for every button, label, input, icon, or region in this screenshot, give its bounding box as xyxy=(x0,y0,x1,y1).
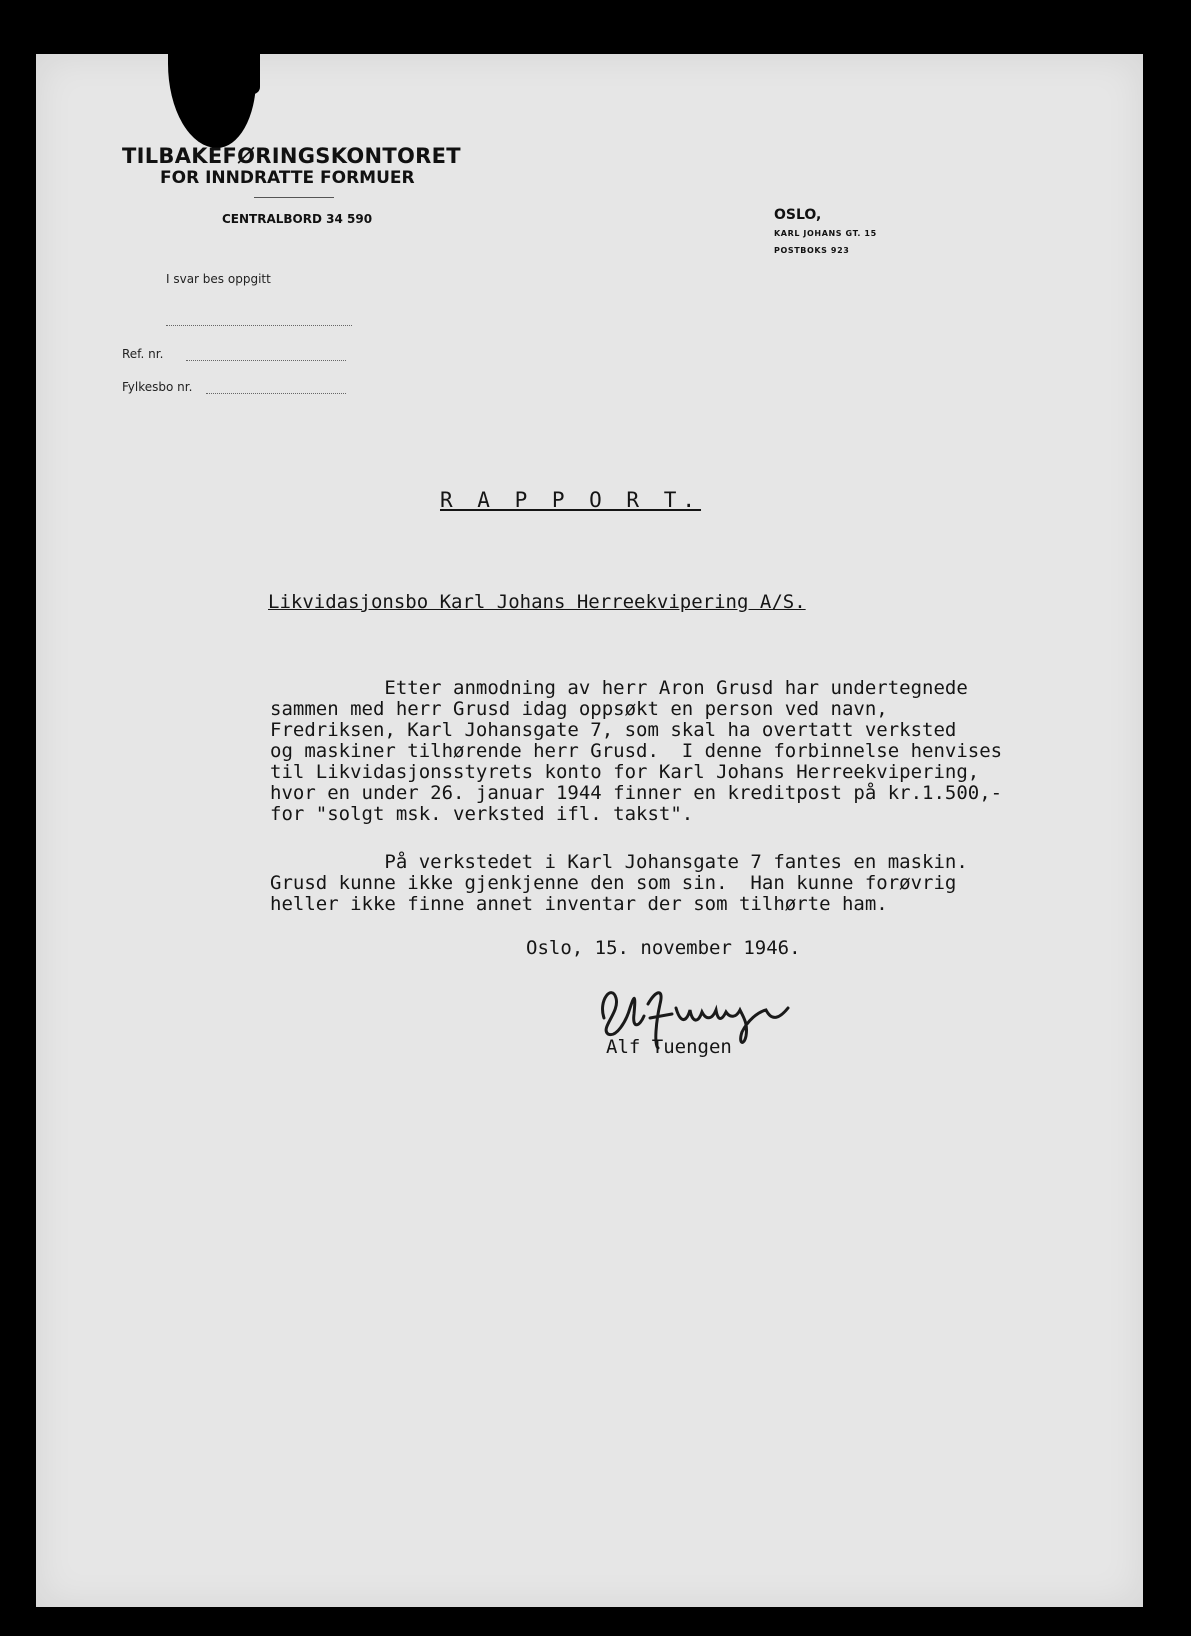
letterhead-organization: TILBAKEFØRINGSKONTORET xyxy=(122,144,461,168)
ref-label: Ref. nr. xyxy=(122,347,164,361)
body-line: og maskiner tilhørende herr Grusd. I denne forbinnelse henvises xyxy=(270,740,1003,762)
letterhead-city: OSLO, xyxy=(774,207,822,223)
ref-line xyxy=(186,360,346,361)
county-label: Fylkesbo nr. xyxy=(122,380,193,394)
body-line: for "solgt msk. verksted ifl. takst". xyxy=(270,803,694,825)
torn-corner-notch xyxy=(246,54,260,94)
body-line: Etter anmodning av herr Aron Grusd har undertegnede xyxy=(270,677,968,699)
body-line: heller ikke finne annet inventar der som tilhørte ham. xyxy=(270,893,888,915)
signer-name: Alf Tuengen xyxy=(606,1036,732,1058)
place-date: Oslo, 15. november 1946. xyxy=(526,937,801,959)
body-line: til Likvidasjonsstyrets konto for Karl Johans Herreekvipering, xyxy=(270,761,980,783)
reply-line xyxy=(166,325,352,326)
body-line: Grusd kunne ikke gjenkjenne den som sin. Han kunne forøvrig xyxy=(270,872,957,894)
report-subject: Likvidasjonsbo Karl Johans Herreekvipering A/S. xyxy=(268,591,806,613)
body-line: hvor en under 26. januar 1944 finner en kreditpost på kr.1.500,- xyxy=(270,782,1003,804)
letterhead-subtitle: FOR INNDRATTE FORMUER xyxy=(160,168,415,188)
body-line: På verkstedet i Karl Johansgate 7 fantes en maskin. xyxy=(270,851,968,873)
letterhead-postbox: POSTBOKS 923 xyxy=(774,246,850,255)
reply-label: I svar bes oppgitt xyxy=(166,272,271,286)
county-line xyxy=(206,393,346,394)
letterhead-address: KARL JOHANS GT. 15 xyxy=(774,229,877,238)
document-page xyxy=(36,54,1143,1607)
body-line: sammen med herr Grusd idag oppsøkt en person ved navn, xyxy=(270,698,888,720)
report-title: R A P P O R T. xyxy=(440,488,702,512)
body-line: Fredriksen, Karl Johansgate 7, som skal ha overtatt verksted xyxy=(270,719,957,741)
letterhead-divider xyxy=(254,197,334,198)
letterhead-phone: CENTRALBORD 34 590 xyxy=(222,212,373,226)
